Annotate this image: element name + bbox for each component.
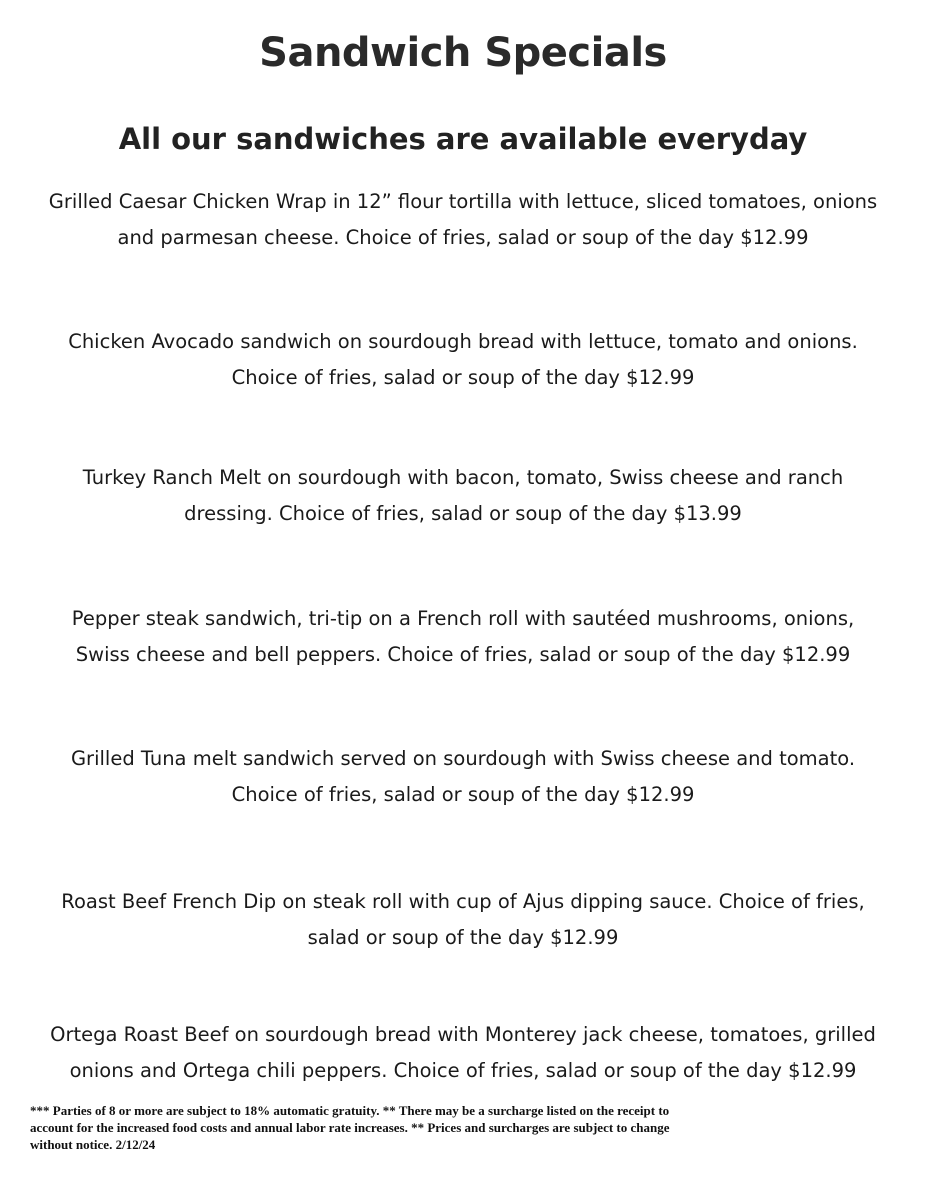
footer-line: without notice. 2/12/24	[30, 1137, 156, 1152]
menu-item-line: onions and Ortega chili peppers. Choice of fries, salad or soup of the day $12.99	[69, 1059, 857, 1082]
menu-item-line: Ortega Roast Beef on sourdough bread with Monterey jack cheese, tomatoes, grilled	[50, 1023, 876, 1046]
menu-subtitle: All our sandwiches are available everyday	[118, 122, 808, 156]
menu-item	[20, 601, 906, 673]
menu-item-line: Chicken Avocado sandwich on sourdough bread with lettuce, tomato and onions.	[68, 330, 858, 353]
footer-line: account for the increased food costs and annual labor rate increases. ** Prices and surcharges are subject to change	[30, 1120, 670, 1135]
menu-item-line: Turkey Ranch Melt on sourdough with bacon, tomato, Swiss cheese and ranch	[82, 466, 844, 489]
menu-item-line: Grilled Caesar Chicken Wrap in 12” flour tortilla with lettuce, sliced tomatoes, onions	[48, 190, 878, 213]
menu-item-line: Pepper steak sandwich, tri-tip on a French roll with sautéed mushrooms, onions,	[71, 607, 855, 630]
menu-item-line: salad or soup of the day $12.99	[307, 926, 619, 949]
menu-item-line: and parmesan cheese. Choice of fries, salad or soup of the day $12.99	[117, 226, 809, 249]
menu-item	[20, 184, 906, 256]
menu-item	[20, 324, 906, 396]
menu-item-line: dressing. Choice of fries, salad or soup of the day $13.99	[184, 502, 742, 525]
menu-item-line: Roast Beef French Dip on steak roll with cup of Ajus dipping sauce. Choice of fries,	[61, 890, 865, 913]
footer-line: *** Parties of 8 or more are subject to 18% automatic gratuity. ** There may be a surcharge listed on the receipt to	[30, 1103, 670, 1118]
menu-item	[20, 884, 906, 956]
footer-notice	[30, 1102, 896, 1153]
menu-title: Sandwich Specials	[259, 30, 667, 76]
menu-item-line: Choice of fries, salad or soup of the day $12.99	[231, 366, 695, 389]
menu-item-line: Grilled Tuna melt sandwich served on sourdough with Swiss cheese and tomato.	[70, 747, 856, 770]
menu-item-line: Choice of fries, salad or soup of the day $12.99	[231, 783, 695, 806]
menu-item	[20, 741, 906, 813]
menu-item	[20, 460, 906, 532]
menu-item	[20, 1017, 906, 1089]
menu-item-line: Swiss cheese and bell peppers. Choice of fries, salad or soup of the day $12.99	[75, 643, 851, 666]
